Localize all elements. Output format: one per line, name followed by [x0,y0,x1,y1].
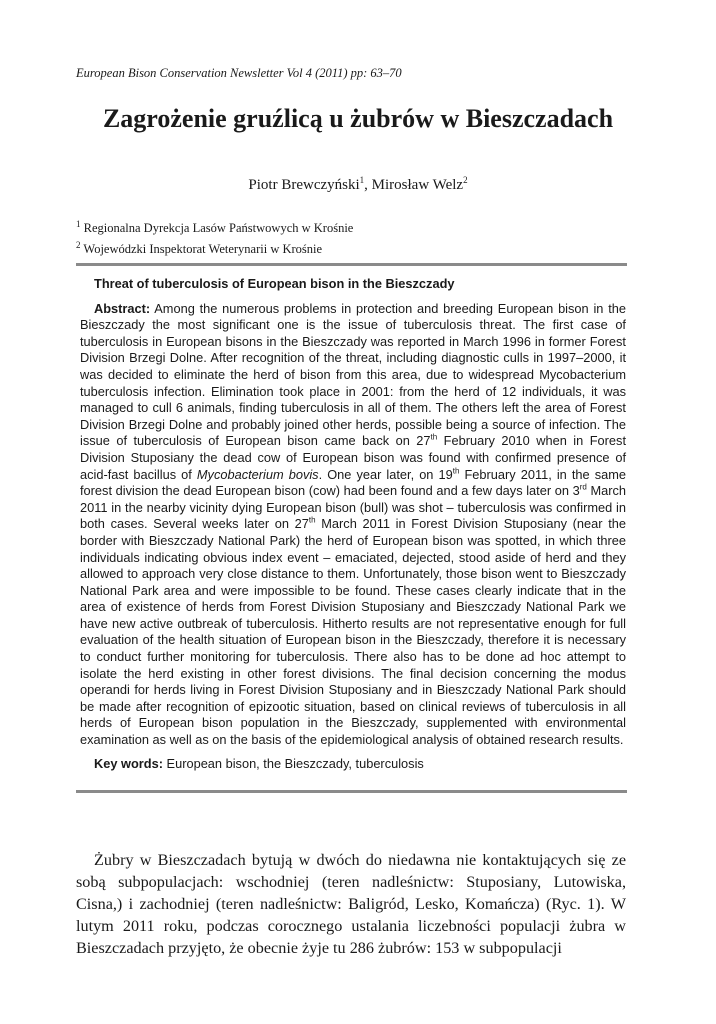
keywords-text: European bison, the Bieszczady, tuberculosis [162,755,424,771]
authors-line [0,175,716,194]
affiliations [76,216,353,258]
affiliation-2-text: Wojewódzki Inspektorat Weterynarii w Krośnie [83,242,323,257]
abstract-sup-2: th [452,466,460,476]
author-2-affil-mark: 2 [463,175,468,185]
affiliation-1-number: 1 [76,219,81,229]
affiliation-2-number: 2 [76,240,81,251]
abstract-sup-4: th [308,516,316,526]
affiliation-1-text: Regionalna Dyrekcja Lasów Państwowych w Krośnie [83,221,354,236]
abstract-italic-species: Mycobacterium bovis [196,466,319,482]
abstract-part-3: . One year later, on 19 [318,466,453,482]
author-2: Mirosław Welz [371,177,464,193]
affiliation-1 [76,216,353,237]
abstract-label: Abstract: [94,300,151,316]
journal-reference: European Bison Conservation Newsletter Vol 4 (2011) pp: 63–70 [76,66,402,80]
abstract-title: Threat of tuberculosis of European bison in the Bieszczady [94,276,455,291]
abstract-part-2: February 2010 when in Forest Division Stuposiany the dead cow of European bison was found with confirmed presence of acid-fast bacillus of [80,433,626,482]
author-1-affil-mark: 1 [359,175,365,185]
article-title: Zagrożenie gruźlicą u żubrów w Bieszczadach [102,104,614,133]
abstract-part-1: Among the numerous problems in protection and breeding European bison in the Bieszczady the most significant one is the issue of tuberculosis threat. The first case of tuberculosis in European bisons in the Bieszczady was reported in March 1996 in former Forest Division Brzegi Dolne. After recognition of the threat, including diagnostic culls in 1997–2000, it was decided to eliminate the herd of bison from this area, due to widespread Mycobacterium tuberculosis infection. Elimination took place in 2001: from the herd of 12 individuals, it was managed to cull 6 animals, finding tuberculosis in all of them. The others left the area of Forest Division Brzegi Dolne and probably joined other herds, possible being a source of infection. The issue of tuberculosis of European bison came back on 27 [80,300,626,449]
author-1: Piotr Brewczyński [248,177,360,193]
body-paragraph: Żubry w Bieszczadach bytują w dwóch do niedawna nie kontaktujących się ze sobą subpopulacjach: wschodniej (teren nadleśnictw: Stuposiany, Lutowiska, Cisna,) i zachodniej (teren nadleśnictw: Baligród, Lesko, Komańcza) (Ryc. 1). W lutym 2011 roku, podczas corocznego ustalania liczebności populacji żubra w Bieszczadach przyjęto, że obecnie żyje tu 286 żubrów: 153 w subpopulacji [76,851,626,957]
abstract-text [80,301,626,749]
abstract-part-5: March 2011 in the nearby vicinity dying European bison (bull) was shot – tuberculosis was confirmed in both cases. Several weeks later on 27 [80,483,626,532]
abstract-part-6: March 2011 in Forest Division Stuposiany (near the border with Bieszczady National Park) the herd of European bison was spotted, in which three individuals indicating obvious index event – emaciated, dejected, stood aside of herd and they allowed to approach very close distance to them. Unfortunately, those bison went to Bieszczady National Park area and were impossible to be found. These cases clearly indicate that in the area of existence of herds from Forest Division Stuposiany and Bieszczady National Park we have new active outbreak of tuberculosis. Hitherto results are not representative enough for full evaluation of the health situation of European bison in the Bieszczady, therefore it is necessary to conduct further monitoring for tuberculosis. There also has to be done ad hoc attempt to isolate the herd existing in other forest divisions. The final decision concerning the modus operandi for herds living in Forest Division Stuposiany and in Bieszczady National Park should be made after recognition of epizootic situation, based on clinical reviews of tuberculosis in all herds of European bison population in the Bieszczady, supplemented with environmental examination as well as on the basis of the epidemiological analysis of obtained research results. [80,516,626,748]
abstract-sup-1: th [430,433,438,443]
abstract-part-4: February 2011, in the same forest division the dead European bison (cow) had been found and a few days later on 3 [80,466,626,499]
affiliation-2 [76,237,353,258]
abstract-bottom-rule [76,790,627,793]
abstract-top-rule [76,263,627,266]
abstract-box [80,276,626,772]
abstract-sup-3: rd [579,482,587,492]
keywords-label: Key words: [94,755,163,771]
author-separator: , [364,177,372,193]
keywords [80,756,626,773]
